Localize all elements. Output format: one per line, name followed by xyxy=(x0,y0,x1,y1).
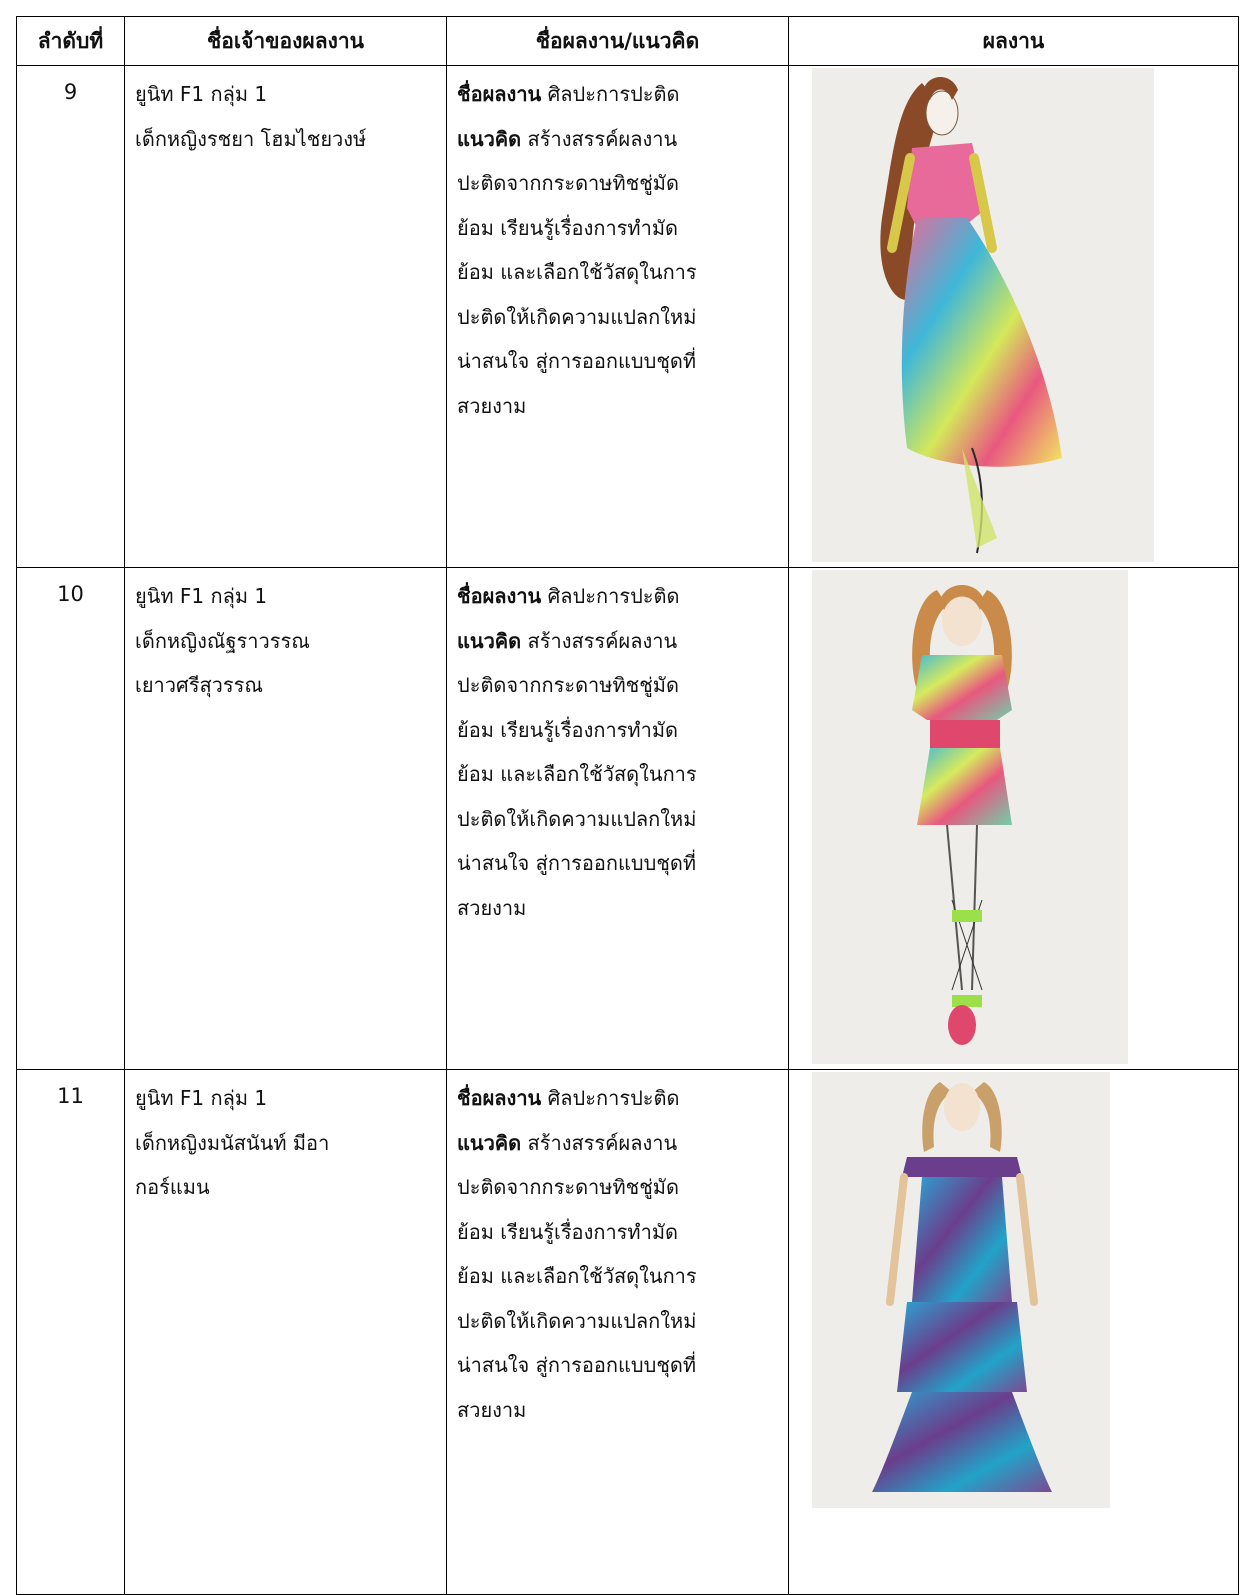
concept-text: สร้างสรรค์ผลงาน xyxy=(527,1130,678,1155)
concept-text: สร้างสรรค์ผลงาน xyxy=(527,628,678,653)
artwork-cell xyxy=(789,66,1239,568)
concept-line xyxy=(457,619,778,664)
concept-text: ย้อม และเลือกใช้วัสดุในการ xyxy=(457,1264,697,1288)
concept-text: ปะติดให้เกิดความแปลกใหม่ xyxy=(457,304,697,329)
concept-text: ย้อม และเลือกใช้วัสดุในการ xyxy=(457,762,697,786)
concept-text: ปะติดจากกระดาษทิชชู่มัด xyxy=(457,171,679,195)
concept-text: ย้อม เรียนรู้เรื่องการทำมัด xyxy=(457,717,679,742)
concept-text: สวยงาม xyxy=(457,393,527,418)
header-artwork: ผลงาน xyxy=(789,17,1239,66)
concept-text: สวยงาม xyxy=(457,895,527,920)
title-label: ชื่อผลงาน xyxy=(457,584,542,608)
table-row xyxy=(17,66,1239,568)
table-row xyxy=(17,1070,1239,1595)
artwork-title: ศิลปะการปะติด xyxy=(547,82,680,106)
concept-label: แนวคิด xyxy=(457,628,522,653)
title-line xyxy=(457,574,778,619)
owner-line: ยูนิท F1 กลุ่ม 1 xyxy=(135,584,268,608)
fashion-collage-illustration xyxy=(812,1072,1110,1508)
artwork-photo xyxy=(812,1072,1110,1508)
concept-text: น่าสนใจ สู่การออกแบบชุดที่ xyxy=(457,349,697,373)
artwork-photo xyxy=(812,570,1128,1064)
table-row xyxy=(17,568,1239,1070)
fashion-collage-illustration xyxy=(812,68,1154,562)
concept-line xyxy=(457,1121,778,1166)
owner-cell xyxy=(125,1070,447,1595)
owner-cell xyxy=(125,568,447,1070)
header-row xyxy=(17,17,1239,66)
row-number: 11 xyxy=(17,1070,125,1595)
title-label: ชื่อผลงาน xyxy=(457,82,542,106)
owner-line: ยูนิท F1 กลุ่ม 1 xyxy=(135,82,268,106)
header-title-concept: ชื่อผลงาน/แนวคิด xyxy=(447,17,789,66)
artwork-photo xyxy=(812,68,1154,562)
artwork-title: ศิลปะการปะติด xyxy=(547,584,680,608)
owner-line: เยาวศรีสุวรรณ xyxy=(135,673,263,697)
artwork-cell xyxy=(789,568,1239,1070)
owner-line: เด็กหญิงมนัสนันท์ มีอา xyxy=(135,1130,330,1155)
concept-cell xyxy=(447,66,789,568)
concept-text: ปะติดให้เกิดความแปลกใหม่ xyxy=(457,806,697,831)
concept-text: สวยงาม xyxy=(457,1397,527,1422)
title-line xyxy=(457,72,778,117)
owner-line: กอร์แมน xyxy=(135,1175,210,1199)
concept-text: น่าสนใจ สู่การออกแบบชุดที่ xyxy=(457,1353,697,1377)
concept-label: แนวคิด xyxy=(457,1130,522,1155)
title-label: ชื่อผลงาน xyxy=(457,1086,542,1110)
concept-label: แนวคิด xyxy=(457,126,522,151)
fashion-collage-illustration xyxy=(812,570,1128,1064)
concept-text: ย้อม เรียนรู้เรื่องการทำมัด xyxy=(457,215,679,240)
concept-text: ย้อม เรียนรู้เรื่องการทำมัด xyxy=(457,1219,679,1244)
header-owner: ชื่อเจ้าของผลงาน xyxy=(125,17,447,66)
concept-text: ปะติดจากกระดาษทิชชู่มัด xyxy=(457,673,679,697)
concept-cell xyxy=(447,1070,789,1595)
concept-text: ปะติดให้เกิดความแปลกใหม่ xyxy=(457,1308,697,1333)
row-number: 10 xyxy=(17,568,125,1070)
title-line xyxy=(457,1076,778,1121)
artwork-cell xyxy=(789,1070,1239,1595)
concept-text: ย้อม และเลือกใช้วัสดุในการ xyxy=(457,260,697,284)
artwork-title: ศิลปะการปะติด xyxy=(547,1086,680,1110)
owner-cell xyxy=(125,66,447,568)
owner-line: เด็กหญิงณัฐราวรรณ xyxy=(135,628,310,653)
artwork-table xyxy=(16,16,1239,1595)
header-no: ลำดับที่ xyxy=(17,17,125,66)
concept-text: ปะติดจากกระดาษทิชชู่มัด xyxy=(457,1175,679,1199)
owner-line: ยูนิท F1 กลุ่ม 1 xyxy=(135,1086,268,1110)
concept-text: สร้างสรรค์ผลงาน xyxy=(527,126,678,151)
concept-line xyxy=(457,117,778,162)
owner-line: เด็กหญิงรชยา โฮมไชยวงษ์ xyxy=(135,126,367,151)
row-number: 9 xyxy=(17,66,125,568)
concept-text: น่าสนใจ สู่การออกแบบชุดที่ xyxy=(457,851,697,875)
concept-cell xyxy=(447,568,789,1070)
